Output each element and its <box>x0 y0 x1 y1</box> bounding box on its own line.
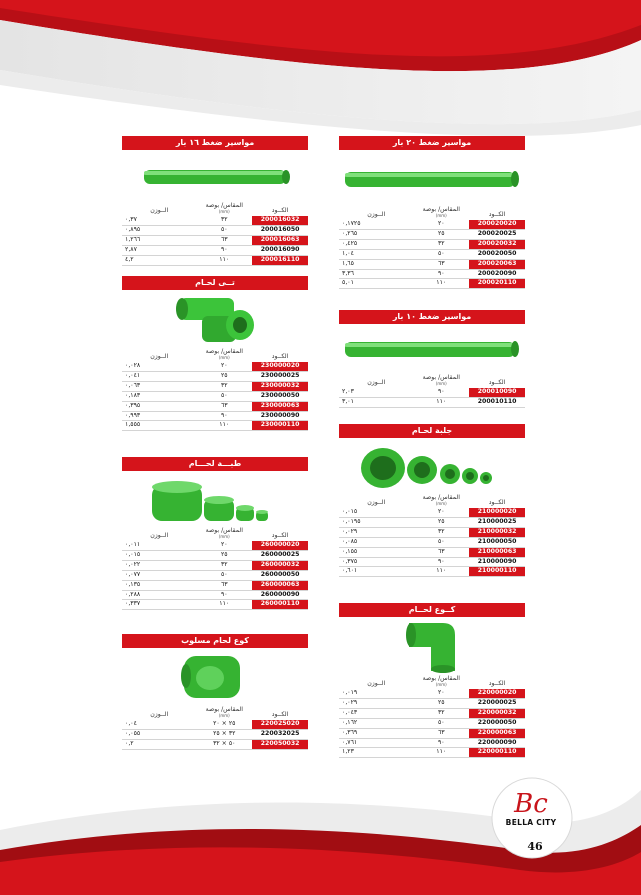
table-row <box>339 748 525 758</box>
code-cell: 220000063 <box>469 728 525 738</box>
table-row <box>122 371 308 381</box>
spec-table <box>122 202 308 266</box>
spec-table <box>339 494 525 577</box>
size-cell: ٦٣ <box>196 580 252 590</box>
code-cell: 200020090 <box>469 269 525 279</box>
tee-image <box>122 290 308 348</box>
code-cell: 220025020 <box>252 720 308 729</box>
elbow-image <box>339 617 525 675</box>
table-row <box>122 381 308 391</box>
header-size: المقاس/ بوصة (mm) <box>422 374 460 386</box>
code-cell: 200010110 <box>469 397 525 407</box>
weight-cell: ٠,١٥٥ <box>339 547 413 557</box>
weight-cell: ٠,٠٢٢ <box>122 560 196 570</box>
code-cell: 260000090 <box>252 590 308 600</box>
size-cell: ٣٢ × ٢٥ <box>196 729 252 739</box>
header-size: المقاس/ بوصة (mm) <box>422 206 460 218</box>
code-cell: 210000032 <box>469 527 525 537</box>
table-row <box>339 259 525 269</box>
header-size: المقاس/ بوصة (mm) <box>205 348 243 360</box>
table-row <box>339 738 525 748</box>
weight-cell: ٠,٨٩٥ <box>122 225 196 235</box>
table-row <box>339 388 525 397</box>
section-title: كوع لحام مسلوب <box>122 634 308 648</box>
code-cell: 220050032 <box>252 739 308 749</box>
weight-cell: ٠,٠١٥ <box>339 508 413 517</box>
code-cell: 220000032 <box>469 708 525 718</box>
weight-cell: ٠,٢ <box>122 739 196 749</box>
code-cell: 210000063 <box>469 547 525 557</box>
code-cell: 210000090 <box>469 557 525 567</box>
section-reducing-elbow <box>122 634 308 750</box>
size-cell: ٦٣ <box>413 547 469 557</box>
weight-cell: ٣,٣٦ <box>339 269 413 279</box>
weight-cell: ٣,٠١ <box>339 397 413 407</box>
section-pipe-16-bar <box>122 136 308 266</box>
weight-cell: ٠,٣٩٥ <box>122 401 196 411</box>
section-tee <box>122 276 308 431</box>
size-cell: ٥٠ <box>196 570 252 580</box>
header-size: المقاس/ بوصة (mm) <box>205 527 243 539</box>
code-cell: 200016063 <box>252 235 308 245</box>
table-row <box>339 689 525 698</box>
table-row <box>122 255 308 265</box>
weight-cell: ٠,١٦٢ <box>339 718 413 728</box>
header-code: الكــود <box>488 499 506 506</box>
code-cell: 200020110 <box>469 279 525 289</box>
weight-cell: ٠,٦٠١ <box>339 567 413 577</box>
weight-cell: ٠,٠٢٩ <box>339 527 413 537</box>
table-row <box>122 541 308 550</box>
table-row <box>339 567 525 577</box>
weight-cell: ٠,٠١٥ <box>122 550 196 560</box>
weight-cell: ٠,٣٧٥ <box>339 557 413 567</box>
weight-cell: ١,٦٥ <box>339 259 413 269</box>
header-size: المقاس/ بوصة (mm) <box>205 706 243 718</box>
code-cell: 200010090 <box>469 388 525 397</box>
size-cell: ٢٠ <box>413 508 469 517</box>
logo-mark: Bc <box>514 789 548 819</box>
code-cell: 200020032 <box>469 239 525 249</box>
spec-table <box>339 675 525 758</box>
section-title: مواسير ضغط ١٠ بار <box>339 310 525 324</box>
size-cell: ٣٢ <box>196 560 252 570</box>
size-cell: ٢٥ <box>413 698 469 708</box>
weight-cell: ٠,٠٢٨ <box>122 362 196 371</box>
size-cell: ٥٠ <box>413 249 469 259</box>
weight-cell: ٠,١٨٣ <box>122 391 196 401</box>
table-row <box>122 550 308 560</box>
code-cell: 230000050 <box>252 391 308 401</box>
size-cell: ٢٠ <box>196 362 252 371</box>
weight-cell: ٠,٠٤ <box>122 720 196 729</box>
table-row <box>339 220 525 229</box>
code-cell: 200016050 <box>252 225 308 235</box>
page-number: 46 <box>527 840 543 853</box>
code-cell: 200020020 <box>469 220 525 229</box>
table-row <box>339 557 525 567</box>
weight-cell: ٠,١٣٥ <box>122 580 196 590</box>
table-row <box>339 269 525 279</box>
code-cell: 200016032 <box>252 216 308 225</box>
table-row <box>339 397 525 407</box>
section-title: مواسير ضغط ٢٠ بار <box>339 136 525 150</box>
weight-cell: ١,٢٦٦ <box>122 235 196 245</box>
table-row <box>122 590 308 600</box>
size-cell: ٢٠ <box>413 689 469 698</box>
section-pipe-10-bar <box>339 310 525 408</box>
section-title: مواسير ضغط ١٦ بار <box>122 136 308 150</box>
table-row <box>339 239 525 249</box>
table-row <box>339 229 525 239</box>
weight-cell: ٠,٤٢٥ <box>339 239 413 249</box>
weight-cell: ٠,٣٧ <box>122 216 196 225</box>
size-cell: ١١٠ <box>413 397 469 407</box>
table-row <box>339 547 525 557</box>
size-cell: ١١٠ <box>196 600 252 610</box>
weight-cell: ٤,٢ <box>122 255 196 265</box>
brand-name: BELLA CITY <box>505 818 557 827</box>
size-cell: ٥٠ <box>196 225 252 235</box>
table-row <box>122 362 308 371</box>
weight-cell: ٠,٠٤١ <box>122 371 196 381</box>
weight-cell: ٠,٠٥٥ <box>122 729 196 739</box>
code-cell: 210000050 <box>469 537 525 547</box>
header-size: المقاس/ بوصة (mm) <box>205 202 243 214</box>
section-title: طبـــة لحـــام <box>122 457 308 471</box>
code-cell: 220032025 <box>252 729 308 739</box>
header-code: الكــود <box>271 711 289 718</box>
code-cell: 260000032 <box>252 560 308 570</box>
weight-cell: ٠,٠٤٣ <box>339 708 413 718</box>
weight-cell: ٠,٠١٩ <box>339 689 413 698</box>
size-cell: ٩٠ <box>196 590 252 600</box>
header-weight: الــوزن <box>367 680 386 687</box>
size-cell: ٩٠ <box>413 738 469 748</box>
code-cell: 220000050 <box>469 718 525 728</box>
size-cell: ٩٠ <box>413 557 469 567</box>
size-cell: ٦٣ <box>196 401 252 411</box>
header-weight: الــوزن <box>367 499 386 506</box>
code-cell: 220000110 <box>469 748 525 758</box>
size-cell: ١١٠ <box>413 567 469 577</box>
size-cell: ٢٥ <box>413 229 469 239</box>
socket-image <box>339 438 525 494</box>
weight-cell: ٠,٠١٩٥ <box>339 517 413 527</box>
size-cell: ٩٠ <box>413 269 469 279</box>
spec-table <box>122 348 308 431</box>
table-row <box>339 517 525 527</box>
reducing-elbow-image <box>122 648 308 706</box>
size-cell: ٦٣ <box>413 728 469 738</box>
header-weight: الــوزن <box>150 353 169 360</box>
section-title: جلبة لحـام <box>339 424 525 438</box>
size-cell: ٦٣ <box>413 259 469 269</box>
table-row <box>122 421 308 431</box>
header-weight: الــوزن <box>367 379 386 386</box>
size-cell: ١١٠ <box>196 255 252 265</box>
code-cell: 260000063 <box>252 580 308 590</box>
header-weight: الــوزن <box>150 711 169 718</box>
table-row <box>122 580 308 590</box>
header-code: الكــود <box>271 353 289 360</box>
code-cell: 210000020 <box>469 508 525 517</box>
size-cell: ٩٠ <box>196 245 252 255</box>
table-row <box>339 537 525 547</box>
size-cell: ١١٠ <box>413 279 469 289</box>
code-cell: 260000025 <box>252 550 308 560</box>
weight-cell: ٠,٠٦٣ <box>122 381 196 391</box>
section-cap <box>122 457 308 610</box>
weight-cell: ٠,٢٨٨ <box>122 590 196 600</box>
cap-image <box>122 471 308 527</box>
table-row <box>339 698 525 708</box>
weight-cell: ٠,٣٣٧ <box>122 600 196 610</box>
size-cell: ٣٢ <box>413 708 469 718</box>
size-cell: ٣٢ <box>196 216 252 225</box>
size-cell: ٥٠ × ٣٢ <box>196 739 252 749</box>
table-row <box>122 216 308 225</box>
header-weight: الــوزن <box>150 532 169 539</box>
code-cell: 220000090 <box>469 738 525 748</box>
header-size: المقاس/ بوصة (mm) <box>422 494 460 506</box>
size-cell: ٥٠ <box>413 718 469 728</box>
table-row <box>122 391 308 401</box>
size-cell: ٥٠ <box>196 391 252 401</box>
code-cell: 210000025 <box>469 517 525 527</box>
size-cell: ٢٥ <box>413 517 469 527</box>
weight-cell: ١,٥٥٥ <box>122 421 196 431</box>
table-row <box>122 245 308 255</box>
code-cell: 260000020 <box>252 541 308 550</box>
header-code: الكــود <box>271 532 289 539</box>
pipe-image <box>122 150 308 202</box>
section-title: كــوع لحــام <box>339 603 525 617</box>
weight-cell: ٢,٨٧ <box>122 245 196 255</box>
header-code: الكــود <box>488 680 506 687</box>
size-cell: ٣٢ <box>413 527 469 537</box>
code-cell: 200020063 <box>469 259 525 269</box>
pipe-image <box>339 324 525 374</box>
code-cell: 230000032 <box>252 381 308 391</box>
table-row <box>339 279 525 289</box>
spec-table <box>122 706 308 750</box>
weight-cell: ٢,٠٣ <box>339 388 413 397</box>
code-cell: 230000063 <box>252 401 308 411</box>
code-cell: 220000025 <box>469 698 525 708</box>
size-cell: ٥٠ <box>413 537 469 547</box>
table-row <box>122 729 308 739</box>
size-cell: ٢٠ <box>413 220 469 229</box>
table-row <box>339 527 525 537</box>
code-cell: 230000110 <box>252 421 308 431</box>
section-title: تــى لحـام <box>122 276 308 290</box>
weight-cell: ٠,٧٦١ <box>339 738 413 748</box>
table-row <box>339 718 525 728</box>
code-cell: 210000110 <box>469 567 525 577</box>
table-row <box>122 739 308 749</box>
header-weight: الــوزن <box>150 207 169 214</box>
table-row <box>122 720 308 729</box>
weight-cell: ٠,٠٧٧ <box>122 570 196 580</box>
weight-cell: ١,٠٤ <box>339 249 413 259</box>
size-cell: ٣٢ <box>196 381 252 391</box>
code-cell: 230000025 <box>252 371 308 381</box>
table-row <box>122 411 308 421</box>
table-row <box>122 600 308 610</box>
weight-cell: ٠,٢٦٥ <box>339 229 413 239</box>
weight-cell: ٠,٩٩٣ <box>122 411 196 421</box>
size-cell: ٢٠ <box>196 541 252 550</box>
code-cell: 200016090 <box>252 245 308 255</box>
spec-table <box>339 374 525 408</box>
code-cell: 230000090 <box>252 411 308 421</box>
table-row <box>339 728 525 738</box>
weight-cell: ٠,٠٢٩ <box>339 698 413 708</box>
size-cell: ٩٠ <box>413 388 469 397</box>
size-cell: ٢٥ <box>196 371 252 381</box>
table-row <box>122 560 308 570</box>
table-row <box>339 249 525 259</box>
spec-table <box>339 206 525 289</box>
code-cell: 200020025 <box>469 229 525 239</box>
header-size: المقاس/ بوصة (mm) <box>422 675 460 687</box>
table-row <box>122 401 308 411</box>
header-code: الكــود <box>488 379 506 386</box>
table-row <box>339 708 525 718</box>
weight-cell: ٠,٠٨٥ <box>339 537 413 547</box>
code-cell: 260000110 <box>252 600 308 610</box>
code-cell: 220000020 <box>469 689 525 698</box>
spec-table <box>122 527 308 610</box>
header-code: الكــود <box>271 207 289 214</box>
weight-cell: ٥,٠١ <box>339 279 413 289</box>
weight-cell: ٠,٠١١ <box>122 541 196 550</box>
size-cell: ٦٣ <box>196 235 252 245</box>
size-cell: ١١٠ <box>413 748 469 758</box>
table-row <box>122 570 308 580</box>
table-row <box>122 225 308 235</box>
size-cell: ٢٥ × ٢٠ <box>196 720 252 729</box>
table-row <box>122 235 308 245</box>
pipe-image <box>339 150 525 206</box>
code-cell: 200016110 <box>252 255 308 265</box>
section-socket <box>339 424 525 577</box>
section-elbow <box>339 603 525 758</box>
size-cell: ٩٠ <box>196 411 252 421</box>
size-cell: ٣٢ <box>413 239 469 249</box>
code-cell: 260000050 <box>252 570 308 580</box>
weight-cell: ٠,٣٦٩ <box>339 728 413 738</box>
code-cell: 230000020 <box>252 362 308 371</box>
size-cell: ٢٥ <box>196 550 252 560</box>
weight-cell: ٠,١٧٢٥ <box>339 220 413 229</box>
code-cell: 200020050 <box>469 249 525 259</box>
header-code: الكــود <box>488 211 506 218</box>
section-pipe-20-bar <box>339 136 525 289</box>
table-row <box>339 508 525 517</box>
size-cell: ١١٠ <box>196 421 252 431</box>
header-weight: الــوزن <box>367 211 386 218</box>
weight-cell: ١,٢٣ <box>339 748 413 758</box>
